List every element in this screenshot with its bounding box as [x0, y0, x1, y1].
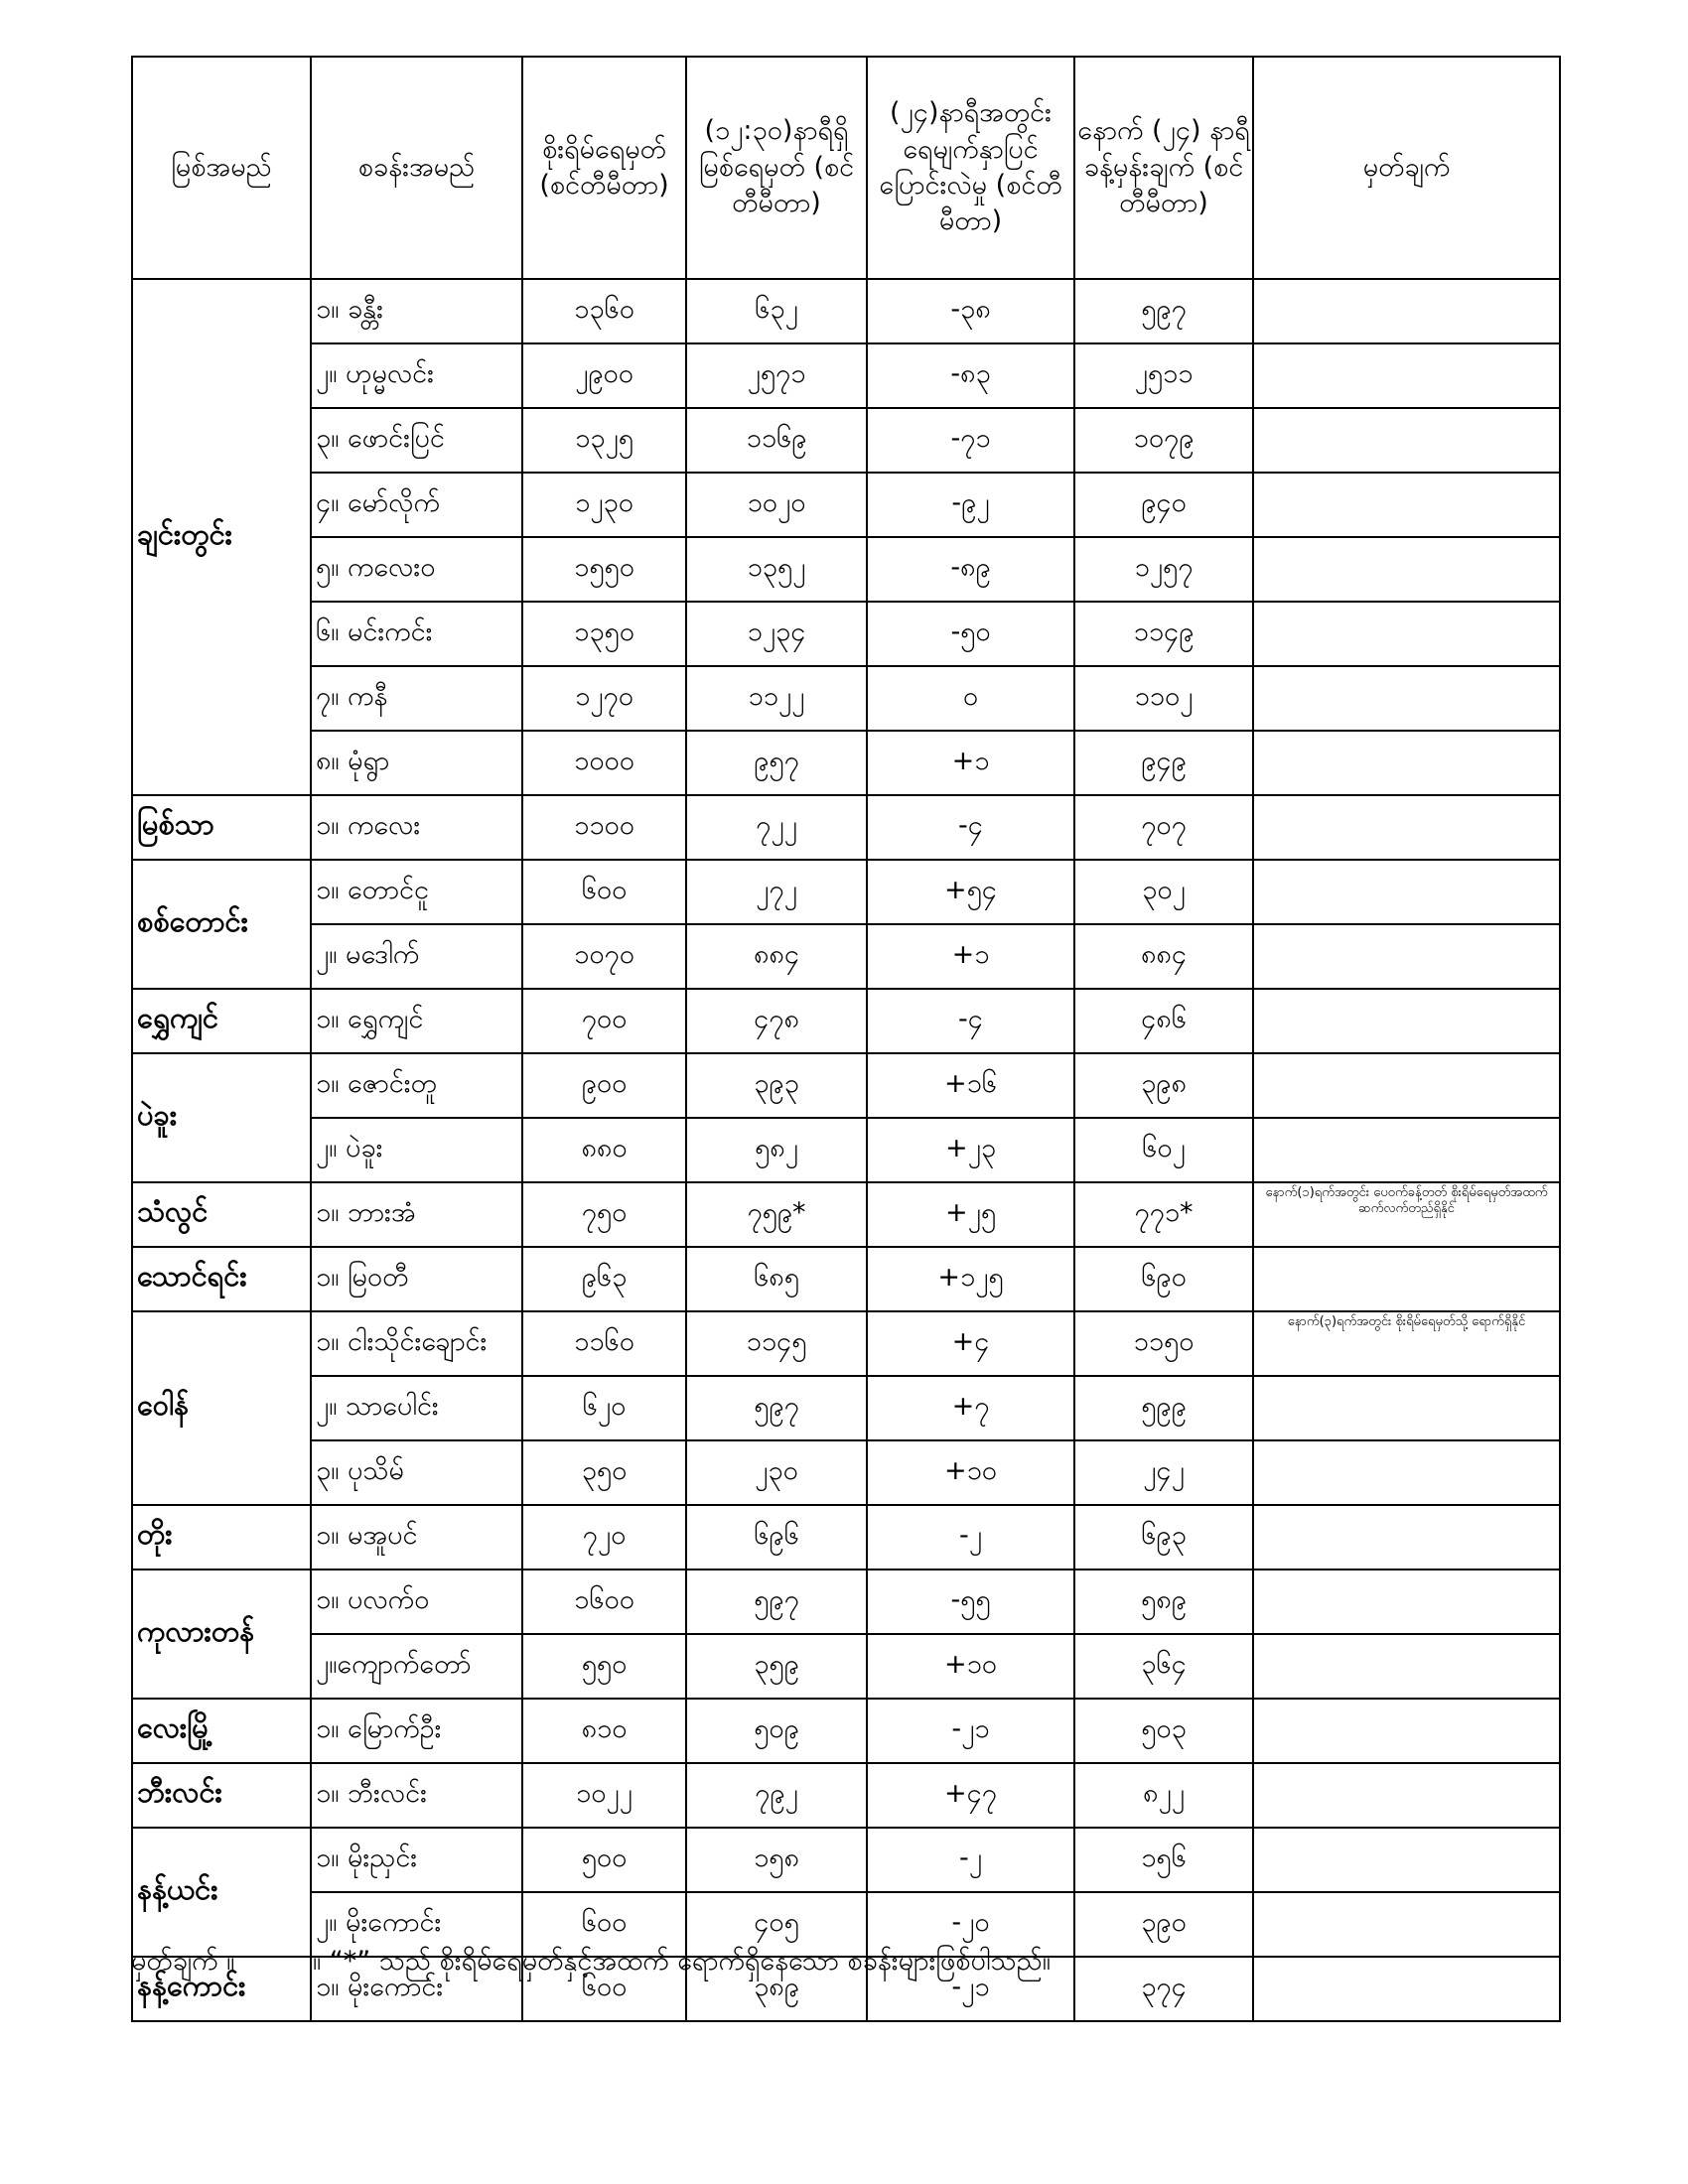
- forecast-cell: ၉၄၀: [1074, 473, 1253, 537]
- river-name-cell: ကုလားတန်: [132, 1570, 311, 1699]
- station-cell: ၁။ မအူပင်: [311, 1505, 522, 1570]
- station-cell: ၁။ ဘားအံ: [311, 1182, 522, 1247]
- table-row: [132, 795, 1560, 860]
- danger-level-cell: ၆၀၀: [522, 1957, 686, 2021]
- forecast-cell: ၉၄၉: [1074, 731, 1253, 795]
- station-cell: ၃။ ပုသိမ်: [311, 1440, 522, 1505]
- table-row: [132, 343, 1560, 408]
- danger-level-cell: ၇၂၀: [522, 1505, 686, 1570]
- station-cell: ၁။ မိုးကောင်း: [311, 1957, 522, 2021]
- change-cell: +၁: [867, 924, 1074, 989]
- danger-level-cell: ၁၃၅၀: [522, 602, 686, 666]
- station-cell: ၂။ မဒေါက်: [311, 924, 522, 989]
- table-row: [132, 1828, 1560, 1892]
- header-24h-change: (၂၄)နာရီအတွင်း ရေမျက်နှာပြင် ပြောင်းလဲမှု (စင်တီမီတာ): [867, 57, 1074, 279]
- station-cell: ၈။ မုံရွာ: [311, 731, 522, 795]
- current-level-cell: ၆၈၅: [686, 1247, 867, 1311]
- danger-level-cell: ၇၅၀: [522, 1182, 686, 1247]
- station-cell: ၁။ ငါးသိုင်းချောင်း: [311, 1311, 522, 1376]
- header-danger-level: စိုးရိမ်ရေမှတ် (စင်တီမီတာ): [522, 57, 686, 279]
- table-row: [132, 1699, 1560, 1763]
- remark-cell: [1253, 1828, 1560, 1892]
- remark-cell: [1253, 860, 1560, 924]
- table-row: [132, 1440, 1560, 1505]
- river-name-cell: ပဲခူး: [132, 1053, 311, 1182]
- change-cell: +၂၅: [867, 1182, 1074, 1247]
- current-level-cell: ၂၇၂: [686, 860, 867, 924]
- header-current-level: (၁၂:၃၀)နာရီရှိ မြစ်ရေမှတ် (စင်တီမီတာ): [686, 57, 867, 279]
- footnote-label: မှတ်ချက် ။: [131, 1946, 235, 1977]
- station-cell: ၇။ ကနီ: [311, 666, 522, 731]
- danger-level-cell: ၅၅၀: [522, 1634, 686, 1699]
- station-cell: ၁။ ခန္တီး: [311, 279, 522, 343]
- danger-level-cell: ၆၀၀: [522, 1892, 686, 1957]
- station-cell: ၆။ မင်းကင်း: [311, 602, 522, 666]
- station-cell: ၁။ ပလက်ဝ: [311, 1570, 522, 1634]
- change-cell: +၅၄: [867, 860, 1074, 924]
- station-cell: ၁။ မြဝတီ: [311, 1247, 522, 1311]
- change-cell: +၄၇: [867, 1763, 1074, 1828]
- remark-cell: [1253, 1440, 1560, 1505]
- remark-cell: [1253, 602, 1560, 666]
- remark-cell: [1253, 731, 1560, 795]
- change-cell: -၈၃: [867, 343, 1074, 408]
- station-cell: ၅။ ကလေးဝ: [311, 537, 522, 602]
- danger-level-cell: ၁၃၂၅: [522, 408, 686, 473]
- station-cell: ၂။ ဟုမ္မလင်း: [311, 343, 522, 408]
- current-level-cell: ၁၁၆၉: [686, 408, 867, 473]
- current-level-cell: ၂၃၀: [686, 1440, 867, 1505]
- current-level-cell: ၇၅၉*: [686, 1182, 867, 1247]
- table-row: [132, 1505, 1560, 1570]
- current-level-cell: ၃၉၃: [686, 1053, 867, 1118]
- station-cell: ၂။ ပဲခူး: [311, 1118, 522, 1182]
- table-row: [132, 1570, 1560, 1634]
- remark-cell: [1253, 1053, 1560, 1118]
- current-level-cell: ၉၅၇: [686, 731, 867, 795]
- river-name-cell: နန့်ယင်း: [132, 1828, 311, 1957]
- remark-cell: [1253, 1247, 1560, 1311]
- remark-cell: [1253, 1118, 1560, 1182]
- table-row: [132, 860, 1560, 924]
- remark-cell: နောက်(၃)ရက်အတွင်း စိုးရိမ်ရေမှတ်သို့ ရောက်ရှိနိုင်: [1253, 1311, 1560, 1376]
- current-level-cell: ၁၁၄၅: [686, 1311, 867, 1376]
- current-level-cell: ၁၃၅၂: [686, 537, 867, 602]
- change-cell: -၅၅: [867, 1570, 1074, 1634]
- change-cell: ၀: [867, 666, 1074, 731]
- danger-level-cell: ၈၁၀: [522, 1699, 686, 1763]
- danger-level-cell: ၆၂၀: [522, 1376, 686, 1440]
- remark-cell: [1253, 537, 1560, 602]
- current-level-cell: ၄၀၅: [686, 1892, 867, 1957]
- station-cell: ၁။ ရွှေကျင်: [311, 989, 522, 1053]
- forecast-cell: ၆၀၂: [1074, 1118, 1253, 1182]
- danger-level-cell: ၁၆၀၀: [522, 1570, 686, 1634]
- station-cell: ၃။ ဖောင်းပြင်: [311, 408, 522, 473]
- river-name-cell: မြစ်သာ: [132, 795, 311, 860]
- table-row: [132, 924, 1560, 989]
- change-cell: +၂၃: [867, 1118, 1074, 1182]
- remark-cell: [1253, 1505, 1560, 1570]
- table-row: [132, 602, 1560, 666]
- forecast-cell: ၁၁၄၉: [1074, 602, 1253, 666]
- forecast-cell: ၈၈၄: [1074, 924, 1253, 989]
- current-level-cell: ၂၅၇၁: [686, 343, 867, 408]
- forecast-cell: ၄၈၆: [1074, 989, 1253, 1053]
- table-row: [132, 408, 1560, 473]
- remark-cell: [1253, 1570, 1560, 1634]
- remark-cell: [1253, 1892, 1560, 1957]
- danger-level-cell: ၁၃၆၀: [522, 279, 686, 343]
- change-cell: -၂: [867, 1505, 1074, 1570]
- danger-level-cell: ၂၉၀၀: [522, 343, 686, 408]
- remark-cell: [1253, 1376, 1560, 1440]
- forecast-cell: ၃၉၈: [1074, 1053, 1253, 1118]
- station-cell: ၁။ ဇောင်းတူ: [311, 1053, 522, 1118]
- forecast-cell: ၆၉၀: [1074, 1247, 1253, 1311]
- river-name-cell: စစ်တောင်း: [132, 860, 311, 989]
- change-cell: +၁၀: [867, 1440, 1074, 1505]
- change-cell: +၁၆: [867, 1053, 1074, 1118]
- danger-level-cell: ၁၁၀၀: [522, 795, 686, 860]
- change-cell: -၂၁: [867, 1699, 1074, 1763]
- table-row: [132, 1376, 1560, 1440]
- forecast-cell: ၃၇၄: [1074, 1957, 1253, 2021]
- table-row: [132, 1182, 1560, 1247]
- remark-cell: နောက်(၁)ရက်အတွင်း ပေ၀က်ခန့်တတ် စိုးရိမ်ရေမှတ်အထက် ဆက်လက်တည်ရှိနိုင်: [1253, 1182, 1560, 1247]
- current-level-cell: ၈၈၄: [686, 924, 867, 989]
- danger-level-cell: ၆၀၀: [522, 860, 686, 924]
- danger-level-cell: ၁၁၆၀: [522, 1311, 686, 1376]
- remark-cell: [1253, 666, 1560, 731]
- table-row: [132, 473, 1560, 537]
- table-row: [132, 1247, 1560, 1311]
- footnote: [131, 1944, 1051, 1983]
- change-cell: -၂: [867, 1828, 1074, 1892]
- forecast-cell: ၂၄၂: [1074, 1440, 1253, 1505]
- river-name-cell: နန့်ကောင်း: [132, 1957, 311, 2021]
- table-row: [132, 666, 1560, 731]
- forecast-cell: ၁၂၅၇: [1074, 537, 1253, 602]
- table-row: [132, 989, 1560, 1053]
- river-name-cell: ချင်းတွင်း: [132, 279, 311, 795]
- danger-level-cell: ၃၅၀: [522, 1440, 686, 1505]
- table-row: [132, 279, 1560, 343]
- header-row: [132, 57, 1560, 279]
- station-cell: ၁။ မိုးညှင်း: [311, 1828, 522, 1892]
- forecast-cell: ၁၀၇၉: [1074, 408, 1253, 473]
- table-row: [132, 537, 1560, 602]
- station-cell: ၂။ မိုးကောင်း: [311, 1892, 522, 1957]
- current-level-cell: ၁၀၂၀: [686, 473, 867, 537]
- water-level-table: [131, 56, 1561, 2022]
- remark-cell: [1253, 473, 1560, 537]
- forecast-cell: ၁၁၅၀: [1074, 1311, 1253, 1376]
- current-level-cell: ၃၈၉: [686, 1957, 867, 2021]
- table-row: [132, 1118, 1560, 1182]
- remark-cell: [1253, 1763, 1560, 1828]
- table-row: [132, 1053, 1560, 1118]
- forecast-cell: ၅၀၃: [1074, 1699, 1253, 1763]
- footnote-text: ။ “*” သည် စိုးရိမ်ရေမှတ်နှင့်အထက် ရောက်ရှိနေသော စခန်းများဖြစ်ပါသည်။: [312, 1946, 1051, 1977]
- change-cell: -၃၈: [867, 279, 1074, 343]
- current-level-cell: ၇၂၂: [686, 795, 867, 860]
- danger-level-cell: ၉၆၃: [522, 1247, 686, 1311]
- change-cell: +၇: [867, 1376, 1074, 1440]
- forecast-cell: ၁၁၀၂: [1074, 666, 1253, 731]
- table-row: [132, 1634, 1560, 1699]
- river-name-cell: လေးမြို့: [132, 1699, 311, 1763]
- forecast-cell: ၅၉၇: [1074, 279, 1253, 343]
- station-cell: ၂။ သာပေါင်း: [311, 1376, 522, 1440]
- danger-level-cell: ၁၂၇၀: [522, 666, 686, 731]
- change-cell: -၂၀: [867, 1892, 1074, 1957]
- river-name-cell: သောင်ရင်း: [132, 1247, 311, 1311]
- forecast-cell: ၇၇၁*: [1074, 1182, 1253, 1247]
- change-cell: +၄: [867, 1311, 1074, 1376]
- table-body: [132, 279, 1560, 2021]
- danger-level-cell: ၁၅၅၀: [522, 537, 686, 602]
- current-level-cell: ၅၉၇: [686, 1570, 867, 1634]
- current-level-cell: ၅၈၂: [686, 1118, 867, 1182]
- change-cell: +၁၀: [867, 1634, 1074, 1699]
- danger-level-cell: ၁၀၇၀: [522, 924, 686, 989]
- remark-cell: [1253, 408, 1560, 473]
- header-24h-forecast: နောက် (၂၄) နာရီ ခန့်မှန်းချက် (စင်တီမီတာ): [1074, 57, 1253, 279]
- table-row: [132, 1763, 1560, 1828]
- danger-level-cell: ၅၀၀: [522, 1828, 686, 1892]
- current-level-cell: ၁၁၂၂: [686, 666, 867, 731]
- current-level-cell: ၆၃၂: [686, 279, 867, 343]
- change-cell: -၇၁: [867, 408, 1074, 473]
- change-cell: -၈၉: [867, 537, 1074, 602]
- river-name-cell: ဘီးလင်း: [132, 1763, 311, 1828]
- river-name-cell: ရွှေကျင်: [132, 989, 311, 1053]
- danger-level-cell: ၈၈၀: [522, 1118, 686, 1182]
- current-level-cell: ၇၉၂: [686, 1763, 867, 1828]
- forecast-cell: ၆၉၃: [1074, 1505, 1253, 1570]
- header-river: မြစ်အမည်: [132, 57, 311, 279]
- current-level-cell: ၅၉၇: [686, 1376, 867, 1440]
- forecast-cell: ၃၀၂: [1074, 860, 1253, 924]
- station-cell: ၁။ ဘီးလင်း: [311, 1763, 522, 1828]
- station-cell: ၁။ ကလေး: [311, 795, 522, 860]
- forecast-cell: ၈၂၂: [1074, 1763, 1253, 1828]
- remark-cell: [1253, 1699, 1560, 1763]
- remark-cell: [1253, 795, 1560, 860]
- remark-cell: [1253, 1634, 1560, 1699]
- station-cell: ၁။ တောင်ငူ: [311, 860, 522, 924]
- current-level-cell: ၃၅၉: [686, 1634, 867, 1699]
- table-row: [132, 731, 1560, 795]
- header-remarks: မှတ်ချက်: [1253, 57, 1560, 279]
- header-station: စခန်းအမည်: [311, 57, 522, 279]
- remark-cell: [1253, 989, 1560, 1053]
- current-level-cell: ၁၅၈: [686, 1828, 867, 1892]
- danger-level-cell: ၁၀၀၀: [522, 731, 686, 795]
- danger-level-cell: ၇၀၀: [522, 989, 686, 1053]
- forecast-cell: ၂၅၁၁: [1074, 343, 1253, 408]
- current-level-cell: ၄၇၈: [686, 989, 867, 1053]
- remark-cell: [1253, 1957, 1560, 2021]
- station-cell: ၁။ မြောက်ဦး: [311, 1699, 522, 1763]
- remark-cell: [1253, 279, 1560, 343]
- danger-level-cell: ၁၂၃၀: [522, 473, 686, 537]
- forecast-cell: ၅၉၉: [1074, 1376, 1253, 1440]
- forecast-cell: ၁၅၆: [1074, 1828, 1253, 1892]
- change-cell: -၄: [867, 989, 1074, 1053]
- remark-cell: [1253, 924, 1560, 989]
- danger-level-cell: ၁၀၂၂: [522, 1763, 686, 1828]
- change-cell: +၁၂၅: [867, 1247, 1074, 1311]
- station-cell: ၂။ကျောက်တော်: [311, 1634, 522, 1699]
- current-level-cell: ၅၀၉: [686, 1699, 867, 1763]
- change-cell: -၉၂: [867, 473, 1074, 537]
- forecast-cell: ၃၉၀: [1074, 1892, 1253, 1957]
- river-name-cell: ဝေါန်: [132, 1311, 311, 1505]
- remark-cell: [1253, 343, 1560, 408]
- forecast-cell: ၅၈၉: [1074, 1570, 1253, 1634]
- forecast-cell: ၃၆၄: [1074, 1634, 1253, 1699]
- change-cell: -၂၁: [867, 1957, 1074, 2021]
- change-cell: +၁: [867, 731, 1074, 795]
- current-level-cell: ၁၂၃၄: [686, 602, 867, 666]
- forecast-cell: ၇၀၇: [1074, 795, 1253, 860]
- change-cell: -၄: [867, 795, 1074, 860]
- change-cell: -၅၀: [867, 602, 1074, 666]
- river-name-cell: သံလွင်: [132, 1182, 311, 1247]
- station-cell: ၄။ မော်လိုက်: [311, 473, 522, 537]
- river-name-cell: တိုး: [132, 1505, 311, 1570]
- table-row: [132, 1311, 1560, 1376]
- danger-level-cell: ၉၀၀: [522, 1053, 686, 1118]
- current-level-cell: ၆၉၆: [686, 1505, 867, 1570]
